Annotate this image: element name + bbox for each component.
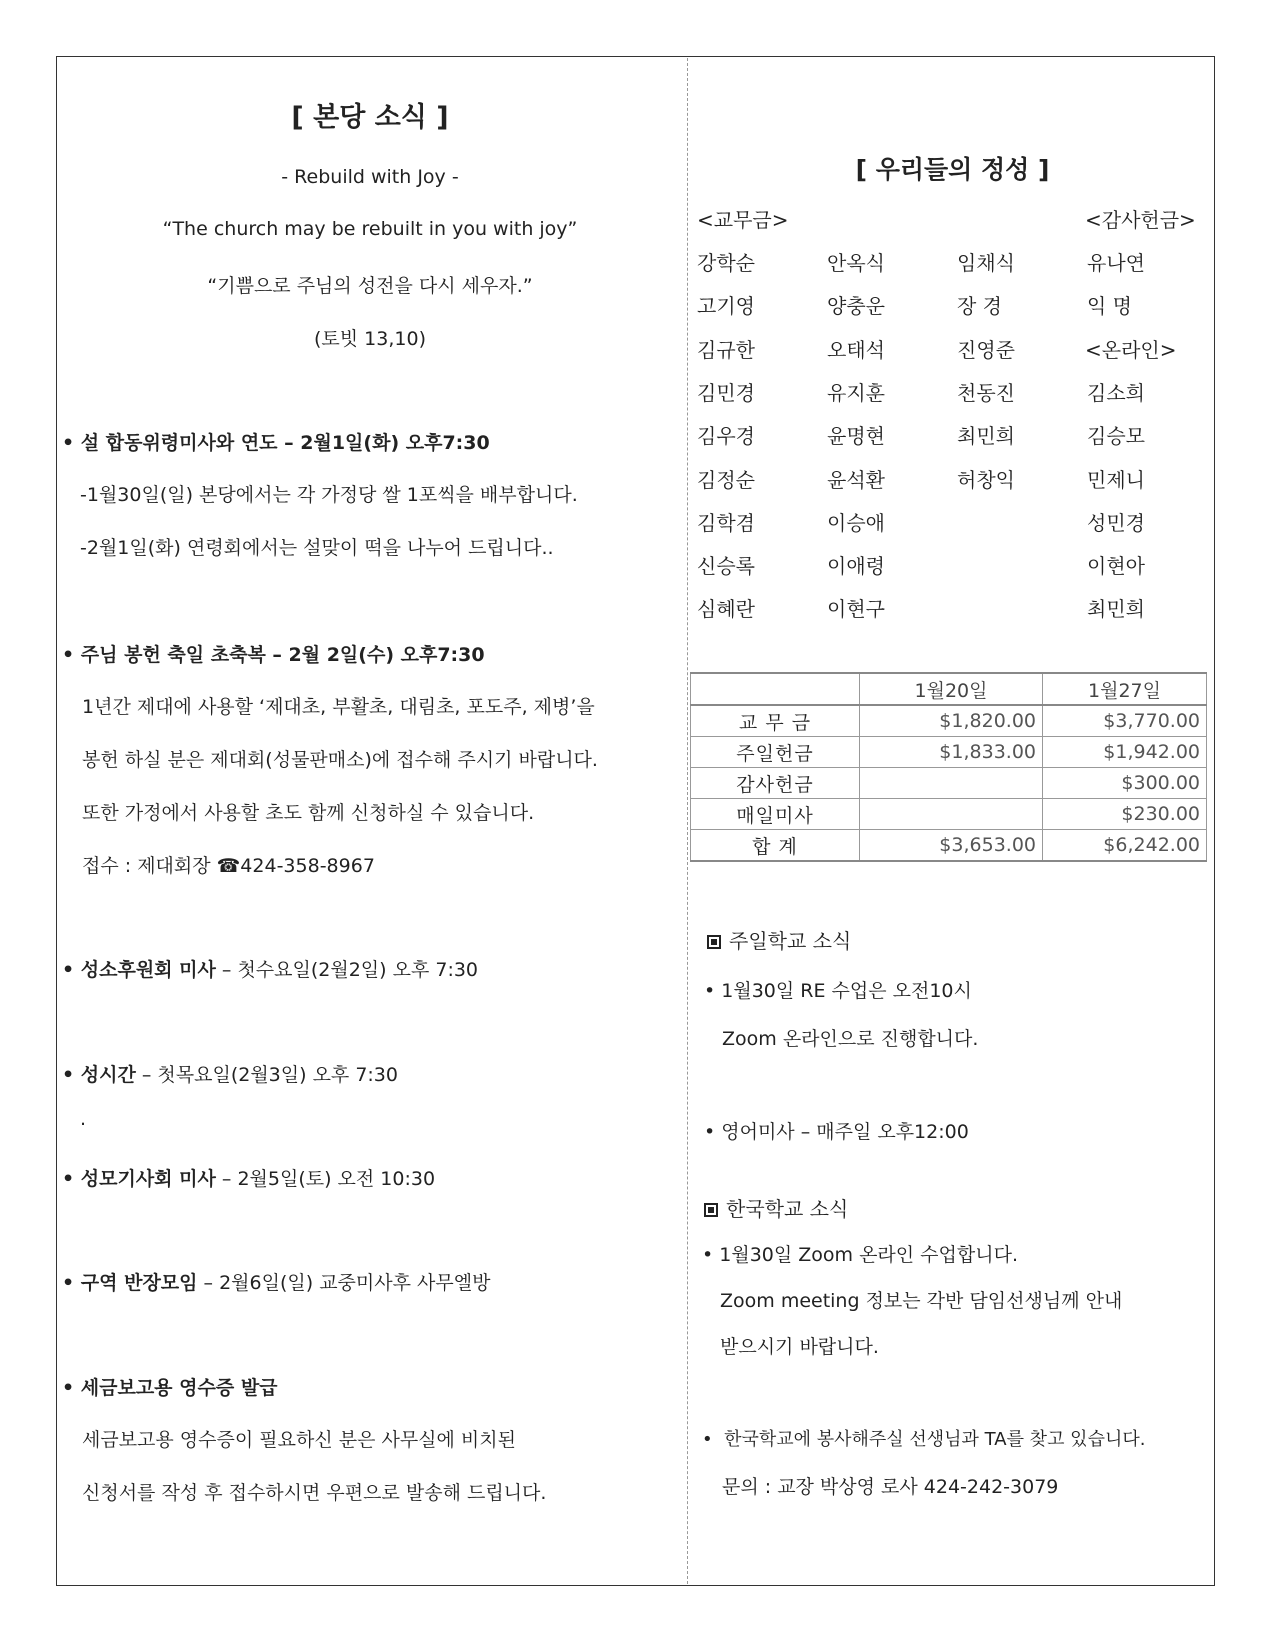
school-line: • 1월30일 RE 수업은 오전10시 xyxy=(704,980,972,1002)
row-label: 교 무 금 xyxy=(691,705,860,737)
amount-cell: $1,942.00 xyxy=(1043,737,1207,768)
news-item-title: 성소후원회 미사 xyxy=(80,959,216,981)
donor-name: 이승애 xyxy=(827,510,885,535)
donor-name: 최민희 xyxy=(957,424,1015,449)
amount-cell: $1,833.00 xyxy=(860,737,1043,768)
school-line-text: 한국학교에 봉사해주실 선생님과 TA를 찾고 있습니다. xyxy=(724,1429,1146,1450)
donor-name: 이현아 xyxy=(1087,554,1145,579)
news-item-line: 또한 가정에서 사용할 초도 함께 신청하실 수 있습니다. xyxy=(82,802,535,824)
donor-name: 김민경 xyxy=(697,380,755,405)
news-item-line: 1년간 제대에 사용할 ‘제대초, 부활초, 대림초, 포도주, 제병’을 xyxy=(82,696,595,718)
amount-cell: $3,653.00 xyxy=(860,830,1043,862)
table-total-row xyxy=(691,830,1207,862)
table-row xyxy=(691,705,1207,737)
row-label: 합 계 xyxy=(691,830,860,862)
donor-name: 이현구 xyxy=(827,597,885,622)
donor-name: 강학순 xyxy=(697,251,755,275)
donor-name: 김학겸 xyxy=(697,510,755,535)
motto: - Rebuild with Joy - xyxy=(281,166,459,188)
donor-name: 익 명 xyxy=(1087,294,1132,319)
donor-name: 임채식 xyxy=(957,251,1015,275)
news-item-title: 세금보고용 영수증 발급 xyxy=(80,1377,278,1399)
donor-name: 고기영 xyxy=(697,294,755,319)
amount-cell: $300.00 xyxy=(1043,768,1207,799)
school-line-text: 영어미사 – 매주일 오후12:00 xyxy=(721,1121,969,1143)
amount-cell: $3,770.00 xyxy=(1043,705,1207,737)
amount-cell: $1,820.00 xyxy=(860,705,1043,737)
amount-cell xyxy=(860,799,1043,830)
news-item-line: 봉헌 하실 분은 제대회(성물판매소)에 접수해 주시기 바랍니다. xyxy=(82,749,598,771)
donor-name: 김규한 xyxy=(697,337,755,362)
news-item-heading: • 성소후원회 미사 – 첫수요일(2월2일) 오후 7:30 xyxy=(62,959,479,981)
school-line: 문의 : 교장 박상영 로사 424-242-3079 xyxy=(722,1476,1059,1498)
group-label-dues: <교무금> xyxy=(697,208,789,232)
amount-cell: $230.00 xyxy=(1043,799,1207,830)
sunday-school-heading xyxy=(707,925,851,954)
square-bullet-icon xyxy=(707,935,721,949)
table-row xyxy=(691,799,1207,830)
table-header-cell xyxy=(691,673,860,705)
news-item-heading: • 성시간 – 첫목요일(2월3일) 오후 7:30 xyxy=(62,1064,398,1086)
school-line: • 영어미사 – 매주일 오후12:00 xyxy=(704,1121,969,1143)
square-bullet-icon xyxy=(704,1203,718,1217)
news-item-detail: – 2월5일(토) 오전 10:30 xyxy=(215,1168,436,1190)
school-line: Zoom meeting 정보는 각반 담임선생님께 안내 xyxy=(720,1290,1123,1312)
table-header-cell: 1월27일 xyxy=(1043,673,1207,705)
donor-name: 김우경 xyxy=(697,424,755,449)
news-item-heading: • 구역 반장모임 – 2월6일(일) 교중미사후 사무엘방 xyxy=(62,1272,491,1294)
table-header-row xyxy=(691,673,1207,705)
section-title: 주일학교 소식 xyxy=(729,929,852,953)
news-item-detail: – 첫수요일(2월2일) 오후 7:30 xyxy=(215,959,479,981)
donor-name: 이애령 xyxy=(827,554,885,579)
news-item-detail: – 2월6일(일) 교중미사후 사무엘방 xyxy=(197,1272,491,1294)
section-title: 한국학교 소식 xyxy=(726,1197,849,1221)
news-item-title: 성시간 xyxy=(80,1064,136,1086)
school-line: • 1월30일 Zoom 온라인 수업합니다. xyxy=(702,1244,1018,1266)
news-item-heading: • 주님 봉헌 축일 초축복 – 2월 2일(수) 오후7:30 xyxy=(62,644,485,666)
news-item-title: 성모기사회 미사 xyxy=(80,1168,216,1190)
donor-name: 김소희 xyxy=(1087,380,1145,405)
school-line-text: 1월30일 RE 수업은 오전10시 xyxy=(721,980,972,1002)
news-item-line: -1월30일(일) 본당에서는 각 가정당 쌀 1포씩을 배부합니다. xyxy=(80,484,578,506)
donor-name: 신승록 xyxy=(697,554,755,579)
donor-name: 오태석 xyxy=(827,337,885,362)
news-item-detail: – 첫목요일(2월3일) 오후 7:30 xyxy=(135,1064,398,1086)
donor-name: 최민희 xyxy=(1087,597,1145,622)
quote-korean: “기쁨으로 주님의 성전을 다시 세우자.” xyxy=(207,275,533,297)
news-item-line: 신청서를 작성 후 접수하시면 우편으로 발송해 드립니다. xyxy=(82,1482,547,1504)
donor-name: 유나연 xyxy=(1087,251,1145,275)
news-item-line: 접수 : 제대회장 ☎424-358-8967 xyxy=(82,855,375,877)
row-label: 감사헌금 xyxy=(691,768,860,799)
amount-cell: $6,242.00 xyxy=(1043,830,1207,862)
donor-name: 유지훈 xyxy=(827,380,885,405)
bible-reference: (토빗 13,10) xyxy=(314,328,426,350)
news-item-line: 세금보고용 영수증이 필요하신 분은 사무실에 비치된 xyxy=(82,1429,516,1451)
table-row xyxy=(691,768,1207,799)
row-label: 매일미사 xyxy=(691,799,860,830)
group-label-online: <온라인> xyxy=(1085,338,1177,362)
donor-name: 김승모 xyxy=(1087,424,1145,449)
quote-english: “The church may be rebuilt in you with joy” xyxy=(162,218,578,240)
korean-school-heading xyxy=(704,1193,848,1222)
news-item-title: 주님 봉헌 축일 초축복 – 2월 2일(수) 오후7:30 xyxy=(80,644,485,666)
donor-name: 양충운 xyxy=(827,294,885,319)
donor-name: 장 경 xyxy=(957,294,1002,319)
table-row xyxy=(691,737,1207,768)
row-label: 주일헌금 xyxy=(691,737,860,768)
left-title: [ 본당 소식 ] xyxy=(291,102,449,133)
donor-name: 윤석환 xyxy=(827,467,885,492)
donor-name: 허창익 xyxy=(957,467,1015,492)
group-label-thanks: <감사헌금> xyxy=(1085,208,1196,232)
donor-name: 천동진 xyxy=(957,380,1015,405)
donor-name: 민제니 xyxy=(1087,467,1145,492)
donor-name: 성민경 xyxy=(1087,510,1145,535)
school-line: • 한국학교에 봉사해주실 선생님과 TA를 찾고 있습니다. xyxy=(702,1429,1146,1450)
news-item-title: 설 합동위령미사와 연도 – 2월1일(화) 오후7:30 xyxy=(80,432,490,454)
donor-name: 심혜란 xyxy=(697,597,755,622)
news-item-heading: • 세금보고용 영수증 발급 xyxy=(62,1377,278,1399)
amount-cell xyxy=(860,768,1043,799)
news-item-heading: • 성모기사회 미사 – 2월5일(토) 오전 10:30 xyxy=(62,1168,436,1190)
table-header-cell: 1월20일 xyxy=(860,673,1043,705)
right-title: [ 우리들의 정성 ] xyxy=(855,155,1050,184)
school-line: 받으시기 바랍니다. xyxy=(720,1336,879,1358)
school-line-text: 1월30일 Zoom 온라인 수업합니다. xyxy=(719,1244,1018,1266)
news-item-line: -2월1일(화) 연령회에서는 설맞이 떡을 나누어 드립니다.. xyxy=(80,537,554,559)
news-item-line: . xyxy=(80,1108,87,1130)
donor-name: 진영준 xyxy=(957,337,1015,362)
donor-name: 김정순 xyxy=(697,467,755,492)
school-line: Zoom 온라인으로 진행합니다. xyxy=(722,1028,979,1050)
offering-table xyxy=(690,672,1207,862)
donor-name: 윤명현 xyxy=(827,424,885,449)
donor-name: 안옥식 xyxy=(827,251,885,275)
news-item-title: 구역 반장모임 xyxy=(80,1272,198,1294)
news-item-heading: • 설 합동위령미사와 연도 – 2월1일(화) 오후7:30 xyxy=(62,432,490,454)
